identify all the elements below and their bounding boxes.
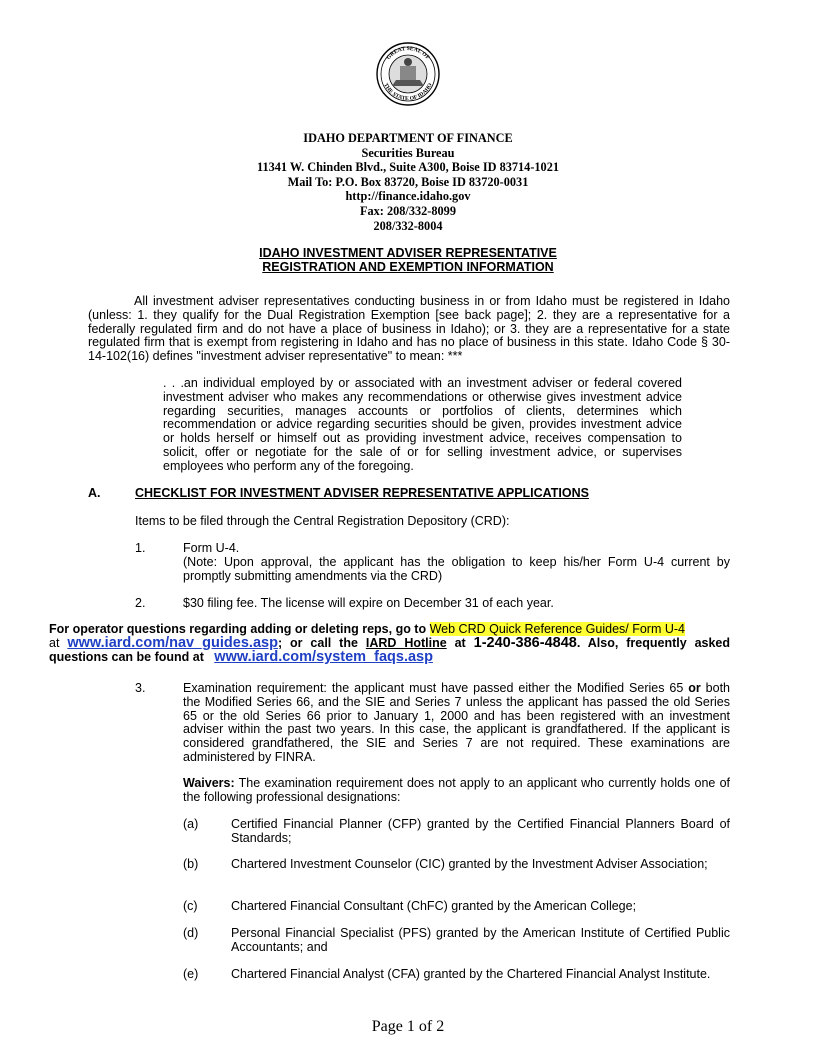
- fax-number: Fax: 208/332-8099: [360, 203, 456, 218]
- nav-guides-link[interactable]: www.iard.com/nav_guides.asp: [67, 634, 278, 651]
- operator-note-at2: at: [446, 635, 474, 650]
- iard-hotline-label: IARD Hotline: [365, 635, 447, 650]
- items-intro: Items to be filed through the Central Registration Depository (CRD):: [135, 514, 510, 528]
- operator-note-lead: For operator questions regarding adding or deleting reps, go to: [49, 622, 430, 636]
- designation-e-text: Chartered Financial Analyst (CFA) granted by the Chartered Financial Analyst Institute.: [231, 967, 711, 981]
- document-title: [0, 246, 816, 274]
- designation-a-label: (a): [183, 817, 199, 831]
- item-1-note: (Note: Upon approval, the applicant has the obligation to keep his/her Form U-4 current by promptly submitting amendments via the CRD): [183, 554, 730, 583]
- page-number: Page 1 of 2: [371, 1018, 445, 1035]
- item-3-text: [183, 682, 730, 765]
- item-1-title: Form U-4.: [183, 541, 240, 555]
- operator-note-mid: ; or call the: [277, 635, 366, 650]
- street-address: 11341 W. Chinden Blvd., Suite A300, Boise ID 83714-1021: [256, 160, 560, 175]
- designation-c-label: (c): [183, 899, 198, 913]
- operator-note: [49, 623, 730, 664]
- waivers-paragraph: [183, 777, 730, 805]
- item-2-text: $30 filing fee. The license will expire on December 31 of each year.: [183, 596, 554, 610]
- designation-d-label: (d): [183, 926, 199, 940]
- designation-e-label: (e): [183, 967, 199, 981]
- intro-paragraph: All investment adviser representatives conducting business in or from Idaho must be registered in Idaho (unless: 1. they qualify for the Dual Registration Exemption [see back page]; 2. they are a representative for a federally regulated firm and do not have a place of business in Idaho); or 3. they are a representative for a state regulated firm that is exempt from registering in Idaho and has no place of business in this state. Idaho Code § 30-14-102(16) defines "investment adviser representative" to mean: ***: [88, 294, 730, 364]
- item-2-number: 2.: [135, 596, 146, 610]
- hotline-phone: 1-240-386-4848: [473, 634, 577, 651]
- waivers-label: Waivers:: [183, 776, 235, 790]
- item-3-number: 3.: [135, 681, 146, 695]
- designation-d-text: Personal Financial Specialist (PFS) granted by the American Institute of Certified Public Accountants; and: [231, 926, 730, 954]
- definition-quote: . . .an individual employed by or associated with an investment adviser or federal covered investment adviser who makes any recommendations or otherwise gives investment advice regarding securities, manages accounts or portfolios of clients, determines which recommendation or advice regarding securities should be given, provides investment advice or holds herself or himself out as providing investment advice, receives compensation to solicit, offer or negotiate for the sale of or for selling investment advice, or supervises employees who perform any of the foregoing.: [163, 376, 682, 473]
- item-1-number: 1.: [135, 541, 146, 555]
- designation-b-label: (b): [183, 857, 199, 871]
- title-line-1: IDAHO INVESTMENT ADVISER REPRESENTATIVE: [259, 246, 557, 260]
- waivers-text: The examination requirement does not apply to an applicant who currently holds one of the following professional designations:: [183, 776, 730, 804]
- designation-a-text: Certified Financial Planner (CFP) granted by the Certified Financial Planners Board of Standards;: [231, 817, 730, 845]
- operator-note-at: at: [49, 635, 68, 650]
- title-line-2: REGISTRATION AND EXEMPTION INFORMATION: [262, 260, 554, 274]
- section-a-title: CHECKLIST FOR INVESTMENT ADVISER REPRESENTATIVE APPLICATIONS: [135, 486, 589, 500]
- designation-b-text: Chartered Investment Counselor (CIC) granted by the Investment Adviser Association;: [231, 857, 708, 871]
- seal-text-top: GREAT SEAL OF: [385, 45, 431, 61]
- operator-note-tail: . Also, frequently asked questions can be found at: [49, 635, 731, 664]
- item-1-text: [183, 542, 730, 583]
- mail-address: Mail To: P.O. Box 83720, Boise ID 83720-0031: [287, 174, 529, 189]
- item-3-or: or: [688, 681, 701, 695]
- designation-c-text: Chartered Financial Consultant (ChFC) granted by the American College;: [231, 899, 637, 913]
- bureau-name: Securities Bureau: [361, 145, 455, 160]
- item-3-text-a: Examination requirement: the applicant must have passed either the Modified Series 65: [183, 681, 689, 695]
- website: http://finance.idaho.gov: [345, 189, 471, 204]
- department-name: IDAHO DEPARTMENT OF FINANCE: [303, 131, 513, 145]
- state-seal-logo: [376, 42, 440, 106]
- system-faqs-link[interactable]: www.iard.com/system_faqs.asp: [214, 648, 433, 665]
- item-3-text-b: both the Modified Series 66, and the SIE and Series 7 unless the applicant has passed the old Series 65 or the old Series 66 prior to January 1, 2000 and has been registered with an investment adviser within the past two years. In this case, the applicant is grandfathered. If the applicant is considered grandfathered, the SIE and Series 7 are not required. These examinations are administered by FINRA.: [183, 681, 730, 764]
- quick-reference-guides-link[interactable]: Web CRD Quick Reference Guides/ Form U-4: [429, 622, 685, 636]
- section-a-label: A.: [88, 486, 101, 500]
- phone-number: 208/332-8004: [373, 218, 443, 233]
- seal-text-bottom: THE STATE OF IDAHO: [382, 82, 434, 103]
- department-header: [0, 131, 816, 233]
